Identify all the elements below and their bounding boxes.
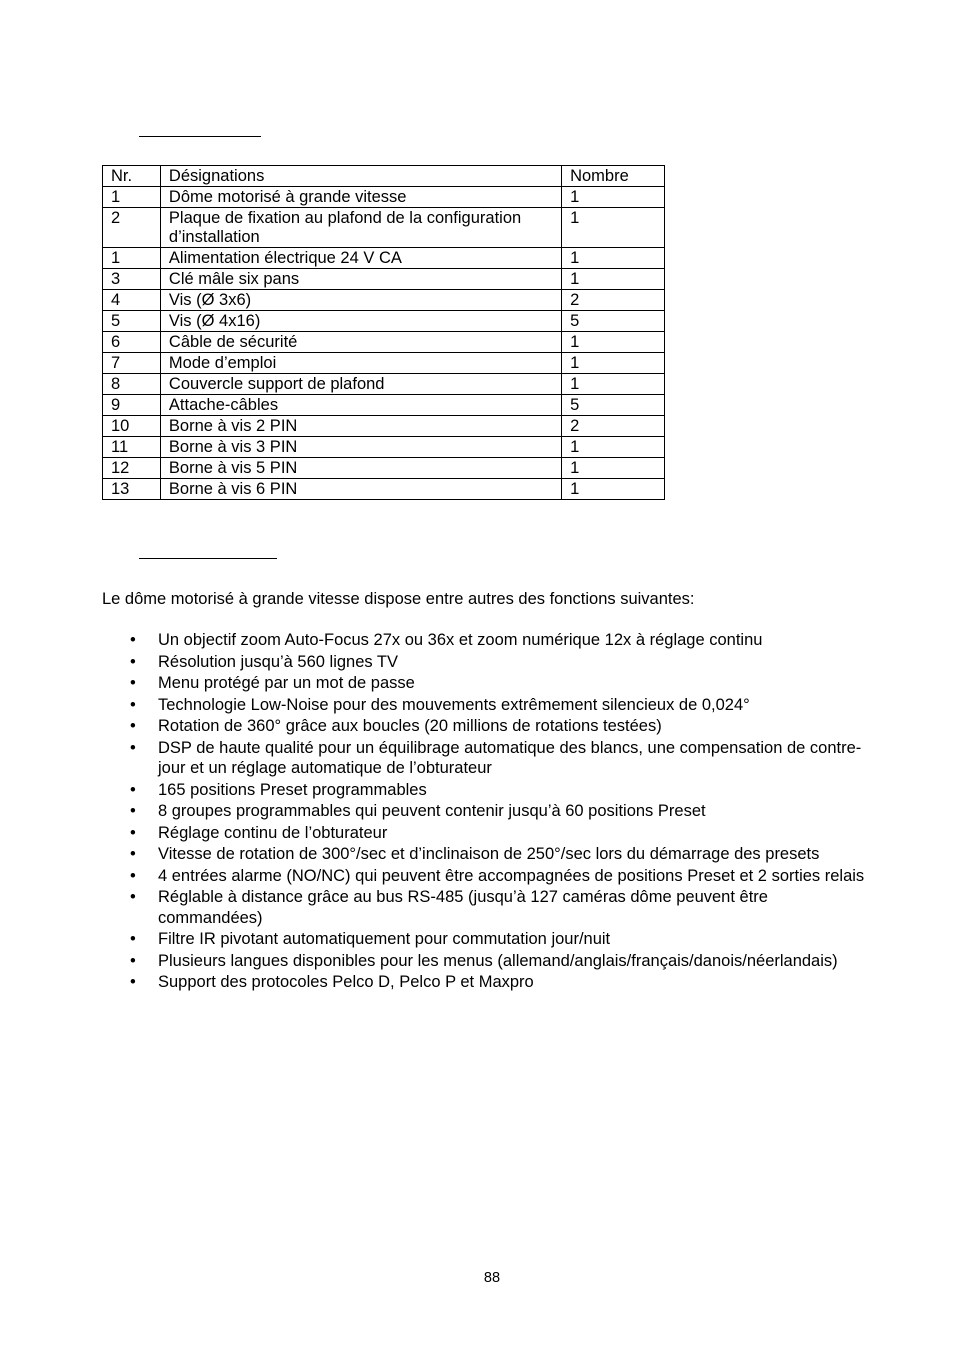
table-row (103, 290, 665, 311)
table-row (103, 248, 665, 269)
list-item-text: Un objectif zoom Auto-Focus 27x ou 36x et zoom numérique 12x à réglage continu (158, 631, 763, 649)
list-item-text: Réglage continu de l’obturateur (158, 823, 388, 842)
section-heading-underline (139, 136, 261, 137)
table-body (103, 187, 665, 500)
list-item-text: Résolution jusqu’à 560 lignes TV (158, 652, 399, 671)
column-header-nr: Nr. (103, 166, 161, 187)
cell-nr: 8 (103, 374, 161, 395)
list-item (130, 972, 875, 993)
cell-designation: Alimentation électrique 24 V CA (160, 248, 561, 269)
list-item (130, 716, 875, 737)
cell-nombre: 1 (562, 187, 665, 208)
cell-nombre: 5 (562, 395, 665, 416)
cell-nombre: 1 (562, 208, 665, 248)
list-item (130, 738, 875, 779)
page-number: 88 (483, 1270, 501, 1286)
cell-nombre: 1 (562, 479, 665, 500)
cell-nombre: 1 (562, 269, 665, 290)
cell-designation: Mode d’emploi (160, 353, 561, 374)
cell-nr: 5 (103, 311, 161, 332)
table-row (103, 416, 665, 437)
cell-nr: 9 (103, 395, 161, 416)
table-row (103, 208, 665, 248)
cell-designation: Attache-câbles (160, 395, 561, 416)
cell-nombre: 2 (562, 416, 665, 437)
list-item-text: 8 groupes programmables qui peuvent contenir jusqu’à 60 positions Preset (158, 802, 706, 820)
list-item-text: Filtre IR pivotant automatiquement pour commutation jour/nuit (158, 930, 611, 948)
bullet-icon: • (130, 823, 136, 842)
cell-nr: 2 (103, 208, 161, 248)
list-item (130, 951, 875, 972)
table-row (103, 395, 665, 416)
bullet-icon: • (130, 951, 136, 970)
table-row (103, 353, 665, 374)
cell-nombre: 5 (562, 311, 665, 332)
list-item-text: Support des protocoles Pelco D, Pelco P et Maxpro (158, 973, 534, 991)
cell-designation: Vis (Ø 3x6) (160, 290, 561, 311)
list-item-text: 4 entrées alarme (NO/NC) qui peuvent être accompagnées de positions Preset et 2 sorties relais (158, 866, 865, 885)
list-item-text: 165 positions Preset programmables (158, 780, 427, 799)
table-row (103, 374, 665, 395)
table-row (103, 479, 665, 500)
cell-designation: Câble de sécurité (160, 332, 561, 353)
cell-designation: Borne à vis 5 PIN (160, 458, 561, 479)
cell-designation: Borne à vis 2 PIN (160, 416, 561, 437)
cell-nr: 13 (103, 479, 161, 500)
list-item (130, 887, 875, 928)
cell-designation: Borne à vis 6 PIN (160, 479, 561, 500)
bullet-icon: • (130, 930, 136, 948)
list-item (130, 652, 875, 673)
cell-nr: 1 (103, 248, 161, 269)
list-item-text: Vitesse de rotation de 300°/sec et d’inclinaison de 250°/sec lors du démarrage des presets (158, 845, 820, 863)
list-item (130, 673, 875, 694)
bullet-icon: • (130, 674, 136, 692)
bullet-icon: • (130, 780, 136, 799)
cell-nr: 1 (103, 187, 161, 208)
bullet-icon: • (130, 631, 136, 649)
bullet-icon: • (130, 738, 136, 757)
list-item (130, 844, 875, 865)
cell-nombre: 1 (562, 248, 665, 269)
table-row (103, 187, 665, 208)
table-row (103, 269, 665, 290)
bullet-icon: • (130, 652, 136, 671)
cell-nr: 6 (103, 332, 161, 353)
cell-nr: 12 (103, 458, 161, 479)
list-item-text: Rotation de 360° grâce aux boucles (20 millions de rotations testées) (158, 717, 662, 735)
bullet-icon: • (130, 695, 136, 714)
cell-nr: 7 (103, 353, 161, 374)
cell-nombre: 1 (562, 374, 665, 395)
list-item (130, 780, 875, 801)
cell-nombre: 1 (562, 458, 665, 479)
column-header-designations: Désignations (160, 166, 561, 187)
list-item (130, 695, 875, 716)
bullet-icon: • (130, 717, 136, 735)
cell-nr: 4 (103, 290, 161, 311)
table-row (103, 311, 665, 332)
cell-designation: Borne à vis 3 PIN (160, 437, 561, 458)
bullet-icon: • (130, 973, 136, 991)
table-row (103, 437, 665, 458)
cell-nr: 10 (103, 416, 161, 437)
cell-nombre: 1 (562, 332, 665, 353)
cell-nombre: 1 (562, 437, 665, 458)
list-item (130, 929, 875, 950)
list-item-text: DSP de haute qualité pour un équilibrage automatique des blancs, une compensation de contre-jour et un réglage automatique de l’obturateur (158, 738, 862, 777)
package-contents-table (102, 165, 665, 500)
list-item (130, 801, 875, 822)
list-item (130, 630, 875, 651)
cell-designation: Clé mâle six pans (160, 269, 561, 290)
list-item-text: Menu protégé par un mot de passe (158, 674, 415, 692)
bullet-icon: • (130, 888, 136, 906)
features-list (130, 630, 875, 994)
cell-designation: Dôme motorisé à grande vitesse (160, 187, 561, 208)
cell-designation: Plaque de fixation au plafond de la configuration d’installation (160, 208, 561, 248)
cell-designation: Vis (Ø 4x16) (160, 311, 561, 332)
bullet-icon: • (130, 845, 136, 863)
features-intro: Le dôme motorisé à grande vitesse dispose entre autres des fonctions suivantes: (102, 590, 695, 608)
cell-nombre: 1 (562, 353, 665, 374)
table-row (103, 332, 665, 353)
list-item-text: Technologie Low-Noise pour des mouvements extrêmement silencieux de 0,024° (158, 695, 750, 714)
section-heading-underline (139, 558, 277, 559)
column-header-nombre: Nombre (562, 166, 665, 187)
table-header-row (103, 166, 665, 187)
list-item (130, 866, 875, 887)
cell-designation: Couvercle support de plafond (160, 374, 561, 395)
bullet-icon: • (130, 866, 136, 885)
bullet-icon: • (130, 802, 136, 820)
list-item (130, 823, 875, 844)
cell-nr: 11 (103, 437, 161, 458)
cell-nr: 3 (103, 269, 161, 290)
list-item-text: Réglable à distance grâce au bus RS-485 (jusqu’à 127 caméras dôme peuvent être commandées) (158, 888, 768, 927)
cell-nombre: 2 (562, 290, 665, 311)
list-item-text: Plusieurs langues disponibles pour les menus (allemand/anglais/français/danois/néerlandais) (158, 951, 838, 970)
table-row (103, 458, 665, 479)
